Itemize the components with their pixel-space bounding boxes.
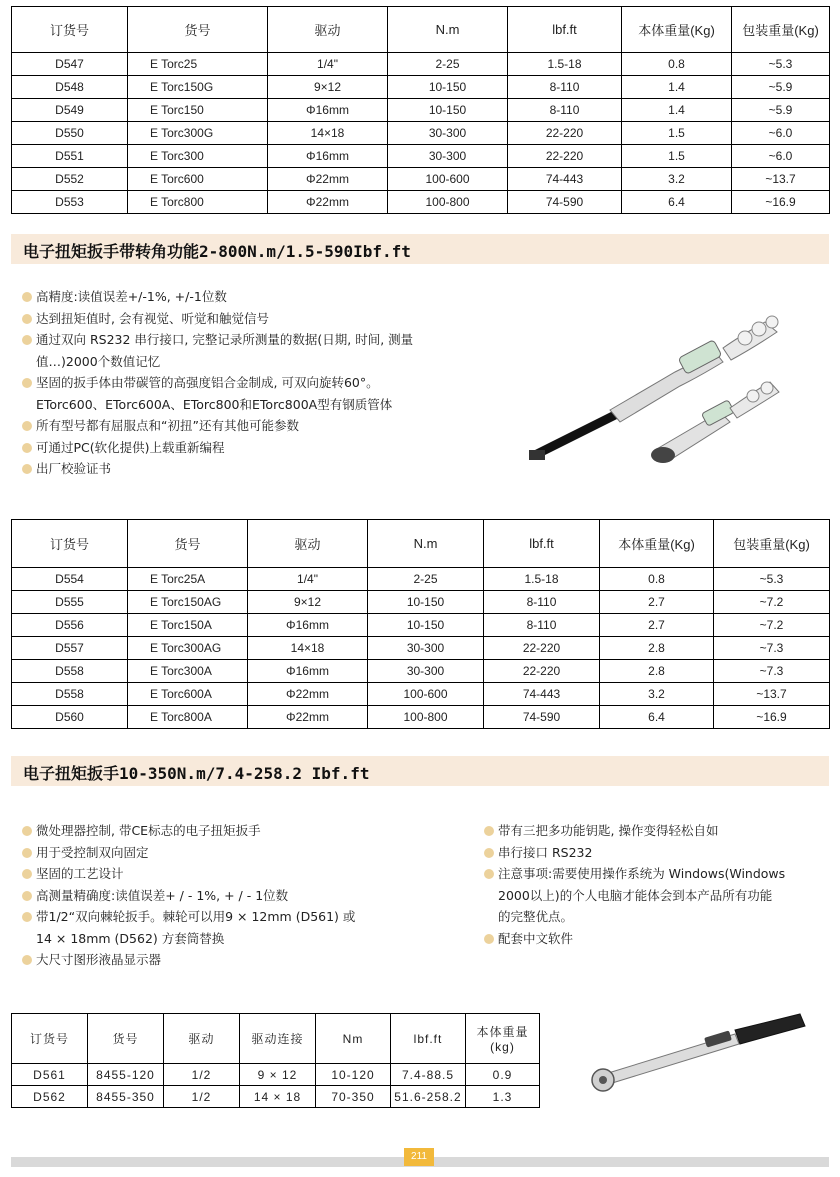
table-cell: D547 (12, 53, 128, 76)
column-header: 订货号 (12, 520, 128, 568)
column-header: 本体重量(Kg) (622, 7, 732, 53)
table-cell: 3.2 (622, 168, 732, 191)
table-cell: 9×12 (248, 591, 368, 614)
spec-table-1 (11, 6, 830, 214)
table-cell: 74-443 (484, 683, 600, 706)
feature-item (484, 863, 824, 928)
feature-item (22, 863, 472, 885)
column-header: N.m (368, 520, 484, 568)
bullet-icon (22, 421, 32, 431)
electronic-torque-wrench-image (525, 310, 795, 470)
section-header-bar (11, 756, 829, 786)
table-cell: 2-25 (368, 568, 484, 591)
section-title: 电子扭矩扳手10-350N.m/7.4-258.2 Ibf.ft (23, 764, 370, 783)
table-row (12, 1064, 540, 1086)
table-cell: ~5.3 (714, 568, 830, 591)
table-cell: E Torc25 (128, 53, 268, 76)
table-cell: ~6.0 (732, 122, 830, 145)
table-cell: 3.2 (600, 683, 714, 706)
table-row (12, 591, 830, 614)
table-cell: ~5.9 (732, 99, 830, 122)
table-row (12, 637, 830, 660)
feature-text: 带有三把多功能钥匙, 操作变得轻松自如 (498, 823, 719, 838)
table-cell: D550 (12, 122, 128, 145)
table-cell: 51.6-258.2 (391, 1086, 466, 1108)
table-cell: ~13.7 (714, 683, 830, 706)
table-cell: Φ22mm (248, 683, 368, 706)
table-cell: 100-800 (388, 191, 508, 214)
feature-item (484, 820, 824, 842)
feature-text: 用于受控制双向固定 (36, 844, 149, 860)
table-cell: ~5.9 (732, 76, 830, 99)
table-cell: D561 (12, 1064, 88, 1086)
bullet-icon (22, 464, 32, 474)
spec-table-3 (11, 1013, 540, 1108)
table-cell: ~7.2 (714, 591, 830, 614)
table-cell: E Torc150A (128, 614, 248, 637)
bullet-icon (22, 826, 32, 836)
column-header: 驱动 (268, 7, 388, 53)
table-cell: 6.4 (600, 706, 714, 729)
table-row (12, 99, 830, 122)
table-cell: Φ16mm (268, 145, 388, 168)
table-cell: 22-220 (484, 637, 600, 660)
feature-text: 14 × 18mm (D562) 方套筒替换 (36, 930, 225, 946)
table-cell: 8-110 (508, 76, 622, 99)
bullet-icon (22, 378, 32, 388)
column-header: N.m (388, 7, 508, 53)
feature-item (22, 885, 472, 907)
feature-text: 通过双向 RS232 串行接口, 完整记录所测量的数据(日期, 时间, 测量 (36, 332, 414, 347)
table-cell: 0.8 (600, 568, 714, 591)
table-cell: 74-443 (508, 168, 622, 191)
feature-item (22, 415, 492, 437)
table-cell: 1/2 (164, 1086, 240, 1108)
table-row (12, 660, 830, 683)
table-row (12, 568, 830, 591)
table-cell: ~16.9 (732, 191, 830, 214)
page-number: 211 (404, 1148, 434, 1166)
feature-item (484, 928, 824, 950)
table-header-row (12, 520, 830, 568)
table-cell: Φ16mm (268, 99, 388, 122)
feature-item (22, 372, 492, 415)
table-cell: 9 × 12 (240, 1064, 316, 1086)
table-cell: 30-300 (368, 660, 484, 683)
table-cell: 10-120 (316, 1064, 391, 1086)
table-row (12, 191, 830, 214)
table-cell: E Torc150G (128, 76, 268, 99)
feature-text: 可通过PC(软化提供)上载重新编程 (36, 439, 225, 455)
table-cell: 10-150 (388, 76, 508, 99)
table-cell: Φ22mm (268, 191, 388, 214)
table-cell: D555 (12, 591, 128, 614)
feature-item (22, 329, 492, 372)
feature-text: ETorc600、ETorc600A、ETorc800和ETorc800A型有钢质管体 (36, 396, 393, 412)
column-header: 本体重量(kg) (466, 1014, 540, 1064)
table-row (12, 53, 830, 76)
table-row (12, 614, 830, 637)
table-cell: 1.5 (622, 122, 732, 145)
column-header: lbf.ft (484, 520, 600, 568)
table-cell: 8455-350 (88, 1086, 164, 1108)
table-cell: ~7.3 (714, 637, 830, 660)
table-cell: 10-150 (368, 591, 484, 614)
table-cell: D552 (12, 168, 128, 191)
table-cell: 100-600 (368, 683, 484, 706)
feature-text: 带1/2“双向棘轮扳手。棘轮可以用9 × 12mm (D561) 或 (36, 909, 356, 924)
table-cell: D549 (12, 99, 128, 122)
column-header: Nm (316, 1014, 391, 1064)
table-cell: Φ22mm (248, 706, 368, 729)
column-header: 包装重量(Kg) (714, 520, 830, 568)
bullet-icon (22, 848, 32, 858)
table-cell: D551 (12, 145, 128, 168)
bullet-icon (484, 869, 494, 879)
table-cell: D557 (12, 637, 128, 660)
table-cell: E Torc600 (128, 168, 268, 191)
table-cell: 2.8 (600, 660, 714, 683)
feature-list-left (22, 820, 472, 971)
bullet-icon (22, 314, 32, 324)
table-header-row (12, 7, 830, 53)
table-cell: 1.3 (466, 1086, 540, 1108)
bullet-icon (22, 912, 32, 922)
table-header-row (12, 1014, 540, 1064)
column-header: 货号 (128, 520, 248, 568)
table-row (12, 145, 830, 168)
table-row (12, 122, 830, 145)
bullet-icon (484, 848, 494, 858)
table-cell: ~16.9 (714, 706, 830, 729)
table-cell: D554 (12, 568, 128, 591)
table-cell: 1/4" (268, 53, 388, 76)
table-row (12, 168, 830, 191)
table-cell: 0.8 (622, 53, 732, 76)
table-cell: E Torc300G (128, 122, 268, 145)
table-cell: D560 (12, 706, 128, 729)
table-cell: D562 (12, 1086, 88, 1108)
feature-item (22, 949, 472, 971)
table-cell: E Torc300 (128, 145, 268, 168)
table-cell: 1/2 (164, 1064, 240, 1086)
feature-text: 坚固的扳手体由带碳管的高强度铝合金制成, 可双向旋转60°。 (36, 375, 379, 390)
table-cell: 14 × 18 (240, 1086, 316, 1108)
bullet-icon (22, 292, 32, 302)
table-cell: 9×12 (268, 76, 388, 99)
table-cell: 14×18 (268, 122, 388, 145)
feature-list-right (484, 820, 824, 949)
table-cell: E Torc300AG (128, 637, 248, 660)
feature-item (22, 308, 492, 330)
table-cell: 30-300 (388, 145, 508, 168)
table-cell: D556 (12, 614, 128, 637)
feature-text: 高精度:读值误差+/-1%, +/-1位数 (36, 289, 227, 304)
table-cell: 74-590 (508, 191, 622, 214)
table-cell: 6.4 (622, 191, 732, 214)
feature-item (22, 820, 472, 842)
feature-text: 大尺寸图形液晶显示器 (36, 952, 162, 967)
column-header: 本体重量(Kg) (600, 520, 714, 568)
table-cell: 30-300 (388, 122, 508, 145)
table-cell: E Torc25A (128, 568, 248, 591)
column-header: 订货号 (12, 1014, 88, 1064)
table-cell: 1.5-18 (484, 568, 600, 591)
table-cell: ~7.3 (714, 660, 830, 683)
bullet-icon (22, 443, 32, 453)
feature-text: 值…)2000个数值记忆 (36, 353, 161, 369)
section-title: 电子扭矩扳手带转角功能2-800N.m/1.5-590Ibf.ft (23, 242, 411, 261)
table-cell: 1.4 (622, 76, 732, 99)
table-cell: 0.9 (466, 1064, 540, 1086)
ratchet-torque-wrench-image (585, 1010, 810, 1095)
table-cell: 7.4-88.5 (391, 1064, 466, 1086)
table-cell: D558 (12, 683, 128, 706)
table-cell: 8-110 (484, 614, 600, 637)
feature-item (22, 906, 472, 949)
table-cell: E Torc300A (128, 660, 248, 683)
feature-text: 高测量精确度:读值误差+ / - 1%, + / - 1位数 (36, 887, 289, 903)
table-cell: 8-110 (484, 591, 600, 614)
column-header: lbf.ft (508, 7, 622, 53)
feature-text: 注意事项:需要使用操作系统为 Windows(Windows (498, 866, 786, 881)
feature-text: 配套中文软件 (498, 930, 574, 946)
feature-text: 2000以上)的个人电脑才能体会到本产品所有功能 (498, 887, 773, 903)
table-cell: 1.5 (622, 145, 732, 168)
column-header: 订货号 (12, 7, 128, 53)
table-cell: D553 (12, 191, 128, 214)
feature-text: 的完整优点。 (498, 909, 574, 924)
table-cell: 2.7 (600, 614, 714, 637)
column-header: 驱动 (248, 520, 368, 568)
table-cell: 1.5-18 (508, 53, 622, 76)
feature-text: 串行接口 RS232 (498, 844, 593, 860)
table-row (12, 683, 830, 706)
table-cell: 14×18 (248, 637, 368, 660)
table-cell: E Torc800A (128, 706, 248, 729)
table-cell: 22-220 (508, 122, 622, 145)
table-cell: 22-220 (484, 660, 600, 683)
table-cell: ~5.3 (732, 53, 830, 76)
table-cell: 74-590 (484, 706, 600, 729)
table-cell: Φ22mm (268, 168, 388, 191)
table-cell: 2-25 (388, 53, 508, 76)
table-cell: 8455-120 (88, 1064, 164, 1086)
feature-item (22, 286, 492, 308)
table-cell: D548 (12, 76, 128, 99)
feature-item (22, 437, 492, 459)
table-cell: E Torc800 (128, 191, 268, 214)
section-header-bar (11, 234, 829, 264)
feature-list (22, 286, 492, 480)
table-cell: ~13.7 (732, 168, 830, 191)
feature-item (22, 842, 472, 864)
feature-text: 出厂校验证书 (36, 461, 112, 476)
column-header: 驱动 (164, 1014, 240, 1064)
table-cell: 70-350 (316, 1086, 391, 1108)
table-cell: 1/4" (248, 568, 368, 591)
table-cell: 8-110 (508, 99, 622, 122)
column-header: 包装重量(Kg) (732, 7, 830, 53)
table-cell: E Torc150 (128, 99, 268, 122)
table-cell: D558 (12, 660, 128, 683)
bullet-icon (484, 826, 494, 836)
feature-item (484, 842, 824, 864)
bullet-icon (22, 891, 32, 901)
table-cell: 1.4 (622, 99, 732, 122)
column-header: 货号 (88, 1014, 164, 1064)
feature-text: 所有型号都有屈服点和“初扭”还有其他可能参数 (36, 418, 299, 433)
table-cell: ~6.0 (732, 145, 830, 168)
column-header: lbf.ft (391, 1014, 466, 1064)
bullet-icon (484, 934, 494, 944)
table-cell: 22-220 (508, 145, 622, 168)
table-row (12, 1086, 540, 1108)
feature-text: 达到扭矩值时, 会有视觉、听觉和触觉信号 (36, 310, 269, 326)
table-cell: 10-150 (368, 614, 484, 637)
bullet-icon (22, 869, 32, 879)
bullet-icon (22, 955, 32, 965)
table-cell: E Torc600A (128, 683, 248, 706)
feature-item (22, 458, 492, 480)
table-row (12, 76, 830, 99)
table-row (12, 706, 830, 729)
bullet-icon (22, 335, 32, 345)
table-cell: 10-150 (388, 99, 508, 122)
column-header: 货号 (128, 7, 268, 53)
table-cell: 2.8 (600, 637, 714, 660)
table-cell: Φ16mm (248, 660, 368, 683)
table-cell: 2.7 (600, 591, 714, 614)
table-cell: 100-600 (388, 168, 508, 191)
feature-text: 坚固的工艺设计 (36, 866, 124, 881)
table-cell: 30-300 (368, 637, 484, 660)
spec-table-2 (11, 519, 830, 729)
table-cell: E Torc150AG (128, 591, 248, 614)
table-cell: 100-800 (368, 706, 484, 729)
table-cell: Φ16mm (248, 614, 368, 637)
feature-text: 微处理器控制, 带CE标志的电子扭矩扳手 (36, 823, 261, 838)
column-header: 驱动连接 (240, 1014, 316, 1064)
table-cell: ~7.2 (714, 614, 830, 637)
